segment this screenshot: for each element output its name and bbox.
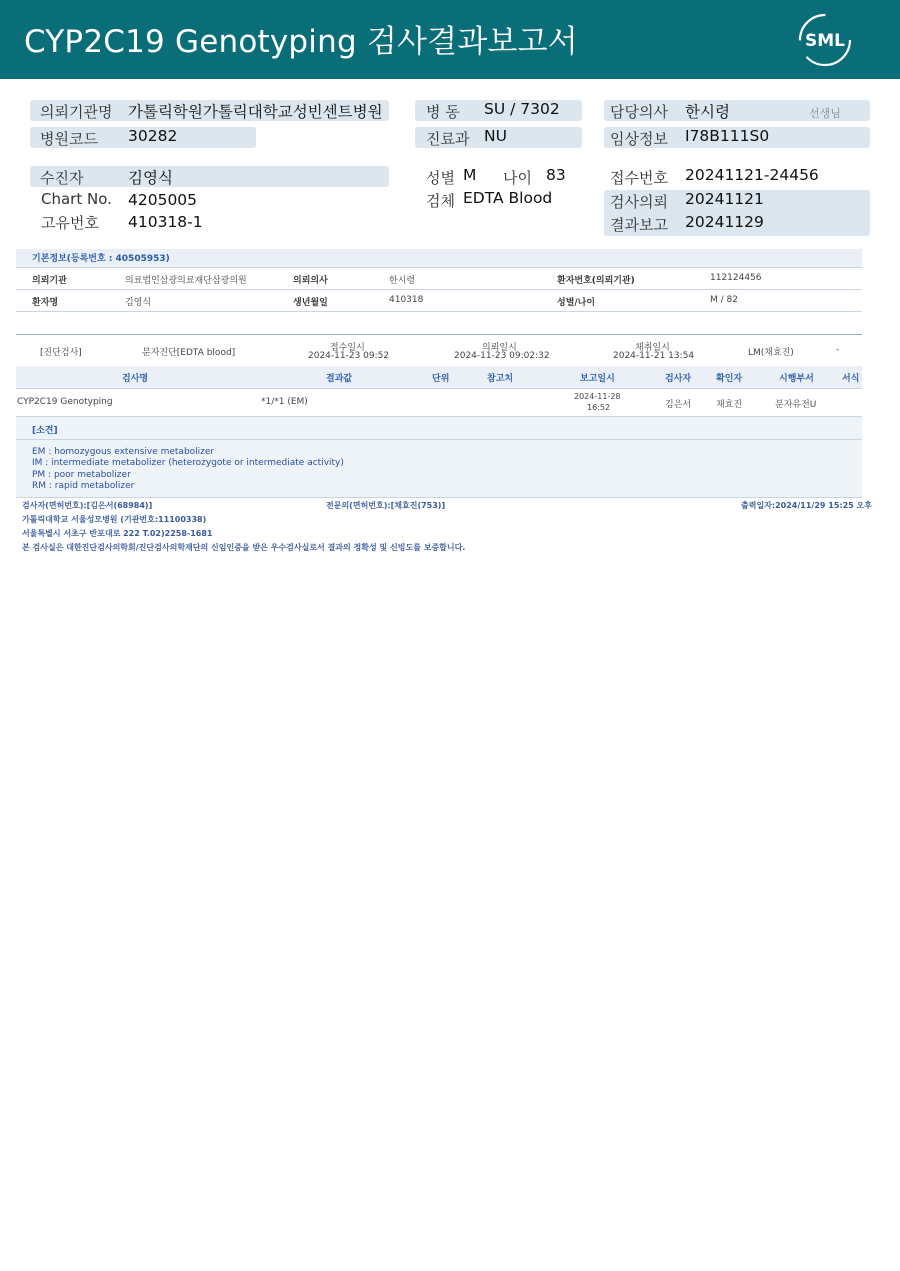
clinical-info-value: I78B111S0 bbox=[685, 127, 770, 145]
result-report-value: 20241129 bbox=[685, 213, 764, 231]
doctor-suffix: 선생님 bbox=[809, 107, 841, 120]
finding-line-3: RM : rapid metabolizer bbox=[32, 481, 135, 491]
row-confirmer: 채효진 bbox=[716, 400, 743, 410]
col-result: 결과값 bbox=[326, 374, 353, 384]
finding-line-1: IM : intermediate metabolizer (heterozygote or intermediate activity) bbox=[32, 458, 344, 468]
dash-value: - bbox=[836, 345, 840, 355]
row-tester: 김은서 bbox=[665, 400, 692, 410]
bi-v6: M / 82 bbox=[710, 295, 738, 305]
receipt-no-value: 20241121-24456 bbox=[685, 166, 819, 184]
bi-k5: 생년월일 bbox=[293, 298, 328, 308]
divider bbox=[16, 388, 862, 389]
age-label: 나이 bbox=[503, 169, 532, 187]
bi-k2: 의뢰의사 bbox=[293, 276, 328, 286]
bi-k1: 의뢰기관 bbox=[32, 276, 67, 286]
divider bbox=[16, 497, 862, 498]
sex-label: 성별 bbox=[426, 169, 455, 187]
bi-k3: 환자번호(의뢰기관) bbox=[557, 276, 635, 286]
hospital-code-value: 30282 bbox=[128, 127, 178, 145]
findings-bar bbox=[16, 417, 862, 497]
divider bbox=[16, 289, 862, 290]
footer-certification: 본 검사실은 대한진단검사의학회/진단검사의학재단의 신임인증을 받은 우수검사실로서 결과의 정확성 및 신빙도를 보증합니다. bbox=[22, 543, 466, 552]
findings-heading: [소견] bbox=[32, 426, 58, 436]
basic-info-heading: 기본정보(등록번호 : 40505953) bbox=[32, 254, 170, 264]
bi-k4: 환자명 bbox=[32, 298, 59, 308]
col-unit: 단위 bbox=[432, 374, 450, 384]
row-test-name: CYP2C19 Genotyping bbox=[17, 397, 113, 407]
ward-label: 병 동 bbox=[426, 103, 460, 121]
lm-value: LM(채효진) bbox=[748, 348, 794, 358]
footer-lab-name: 가톨릭대학교 서울성모병원 (기관번호:11100338) bbox=[22, 515, 207, 524]
report-title: CYP2C19 Genotyping 검사결과보고서 bbox=[24, 24, 578, 60]
sex-value: M bbox=[463, 166, 477, 184]
department-value: NU bbox=[484, 127, 507, 145]
col-tester: 검사자 bbox=[665, 374, 692, 384]
finding-line-0: EM : homozygous extensive metabolizer bbox=[32, 447, 215, 457]
col-confirmer: 확인자 bbox=[716, 374, 743, 384]
request-label: 의뢰일시 bbox=[482, 343, 517, 353]
report-header bbox=[0, 0, 900, 79]
footer-specialist: 전문의(면허번호):[채효진(753)] bbox=[326, 501, 446, 510]
department-label: 진료과 bbox=[426, 130, 470, 148]
logo-text: SML bbox=[805, 31, 845, 51]
doctor-value: 한시령 bbox=[685, 103, 730, 121]
examinee-box bbox=[30, 166, 389, 187]
bi-v5: 410318 bbox=[389, 295, 424, 305]
footer-address: 서울특별시 서초구 반포대로 222 T.02)2258-1681 bbox=[22, 529, 213, 538]
age-value: 83 bbox=[546, 166, 566, 184]
result-report-label: 결과보고 bbox=[610, 216, 668, 234]
institution-value: 가톨릭학원가톨릭대학교성빈센트병원 bbox=[128, 103, 383, 121]
institution-label: 의뢰기관명 bbox=[40, 103, 113, 121]
col-test-name: 검사명 bbox=[122, 374, 149, 384]
divider bbox=[16, 439, 862, 440]
divider bbox=[16, 311, 862, 312]
col-report-date: 보고일시 bbox=[580, 374, 615, 384]
finding-line-2: PM : poor metabolizer bbox=[32, 470, 131, 480]
divider bbox=[16, 267, 862, 268]
col-department: 시행부서 bbox=[779, 374, 814, 384]
bi-v2: 한시령 bbox=[389, 276, 416, 286]
chart-no-value: 4205005 bbox=[128, 191, 198, 209]
examinee-value: 김영식 bbox=[128, 169, 173, 187]
bi-v4: 김영식 bbox=[125, 298, 152, 308]
sml-logo-icon bbox=[797, 12, 853, 68]
receipt-label: 접수일시 bbox=[330, 343, 365, 353]
unique-no-label: 고유번호 bbox=[41, 214, 99, 232]
test-request-label: 검사의뢰 bbox=[610, 193, 668, 211]
row-report-date: 2024-11-28 bbox=[574, 392, 621, 401]
hospital-code-label: 병원코드 bbox=[40, 130, 98, 148]
specimen-label: 검체 bbox=[426, 192, 455, 210]
row-department: 분자유전U bbox=[775, 400, 817, 410]
receipt-value: 2024-11-23 09:52 bbox=[308, 351, 390, 361]
examinee-label: 수진자 bbox=[40, 169, 84, 187]
divider bbox=[16, 334, 862, 335]
collect-value: 2024-11-21 13:54 bbox=[613, 351, 695, 361]
diagnosis-category: 분자진단[EDTA blood] bbox=[142, 348, 236, 358]
request-value: 2024-11-23 09:02:32 bbox=[454, 351, 550, 361]
diagnosis-tag: [진단검사] bbox=[40, 348, 82, 358]
ward-value: SU / 7302 bbox=[484, 100, 560, 118]
receipt-no-label: 접수번호 bbox=[610, 169, 668, 187]
footer-tester: 검사자(면허번호):[김은서(68984)] bbox=[22, 501, 153, 510]
collect-label: 채취일시 bbox=[635, 343, 670, 353]
row-result: *1/*1 (EM) bbox=[261, 397, 308, 407]
unique-no-value: 410318-1 bbox=[128, 213, 203, 231]
row-report-time: 16:52 bbox=[587, 403, 611, 412]
bi-k6: 성별/나이 bbox=[557, 298, 596, 308]
clinical-info-label: 임상정보 bbox=[610, 130, 668, 148]
col-format: 서식 bbox=[842, 374, 860, 384]
footer-printed: 출력일자:2024/11/29 15:25 오후 bbox=[741, 501, 872, 510]
bi-v1: 의료법인삼광의료재단삼광의원 bbox=[125, 276, 247, 286]
chart-no-label: Chart No. bbox=[41, 190, 112, 208]
bi-v3: 112124456 bbox=[710, 273, 762, 283]
col-reference: 참고치 bbox=[487, 374, 514, 384]
test-request-value: 20241121 bbox=[685, 190, 764, 208]
specimen-value: EDTA Blood bbox=[463, 189, 553, 207]
doctor-label: 담당의사 bbox=[610, 103, 668, 121]
